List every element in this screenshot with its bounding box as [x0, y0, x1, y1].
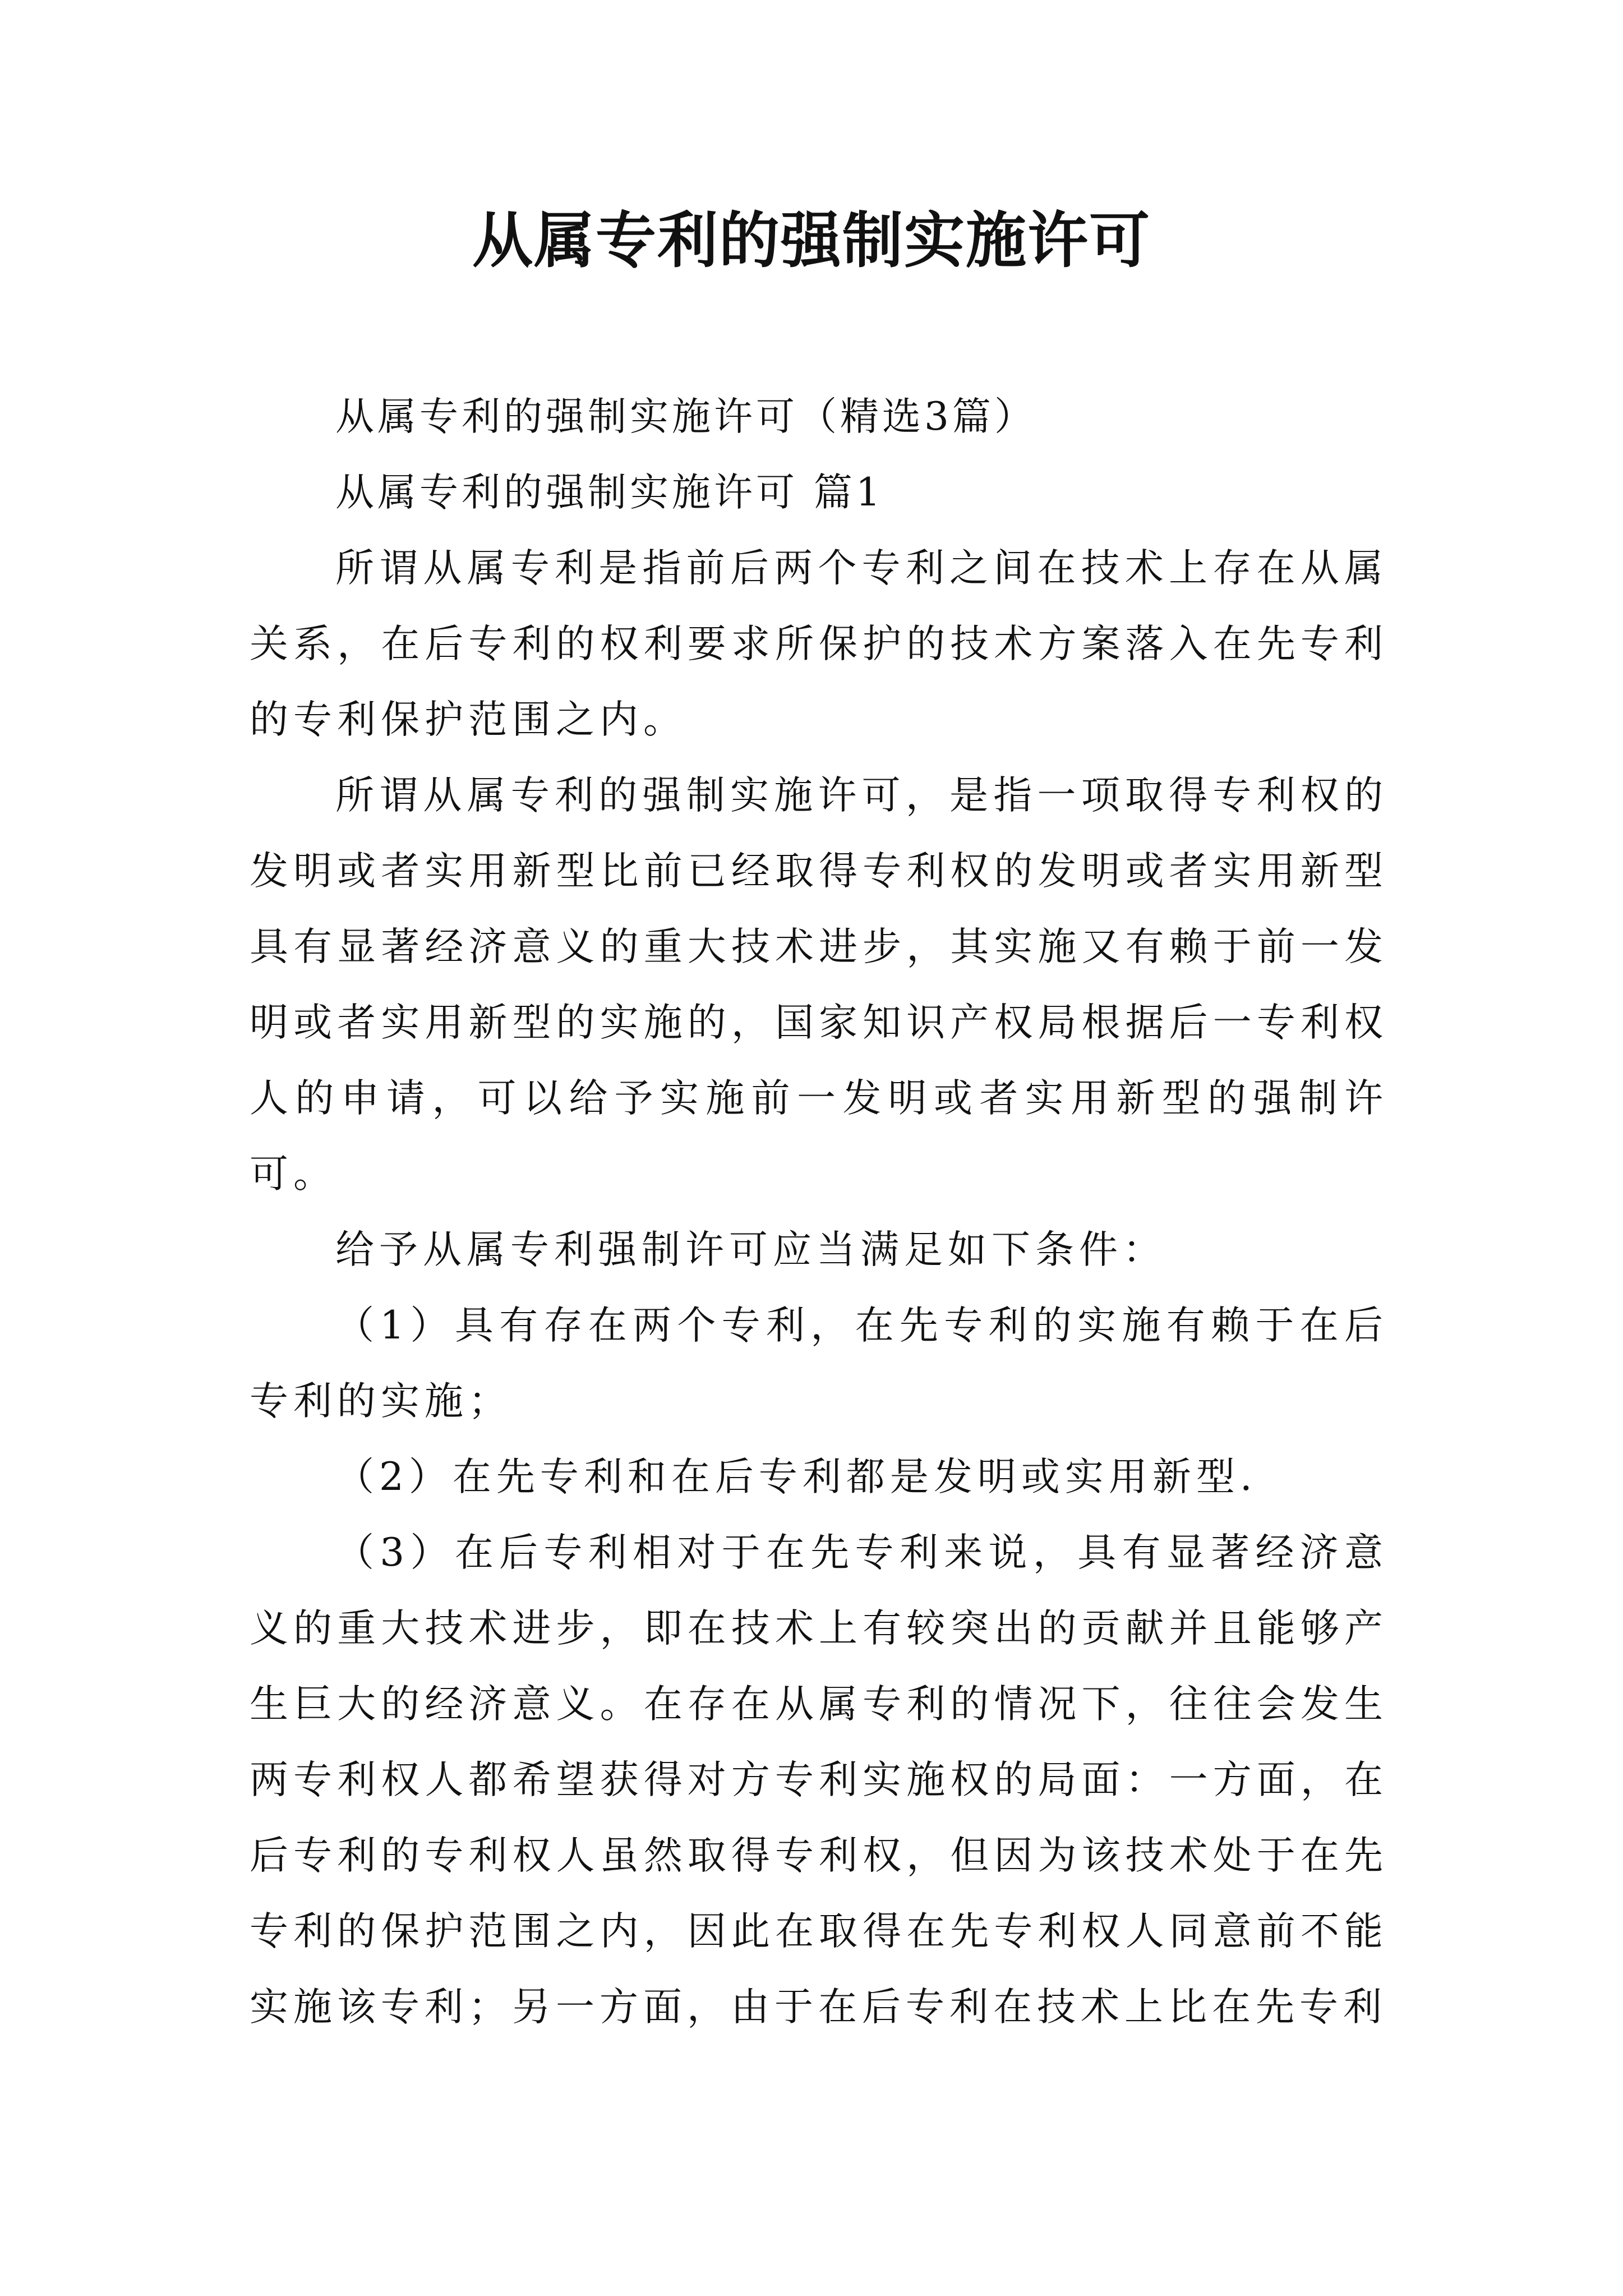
section-heading: 从属专利的强制实施许可 篇1: [335, 470, 884, 515]
paragraph-condition-1: （1）具有存在两个专利，在先专利的实施有赖于在后专利的实施；: [250, 1303, 1388, 1424]
document-body: [250, 379, 1388, 2045]
paragraph-conditions-intro: 给予从属专利强制许可应当满足如下条件：: [335, 1227, 1166, 1272]
paragraph-condition-2: （2）在先专利和在后专利都是发明或实用新型.: [335, 1455, 1257, 1499]
collection-heading: 从属专利的强制实施许可（精选3篇）: [335, 394, 1036, 439]
document-title: 从属专利的强制实施许可: [472, 206, 1151, 276]
paragraph-condition-3: （3）在后专利相对于在先专利来说，具有显著经济意义的重大技术进步，即在技术上有较突出的贡献并且能够产生巨大的经济意义。在存在从属专利的情况下，往往会发生两专利权人都希望获得对方专利实施权的局面：一方面，在后专利的专利权人虽然取得专利权，但因为该技术处于在先专利的保护范围之内，因此在取得在先专利权人同意前不能实施该专利；另一方面，由于在后专利在技术上比在先专利: [250, 1530, 1388, 2030]
paragraph-definition: 所谓从属专利是指前后两个专利之间在技术上存在从属关系，在后专利的权利要求所保护的技术方案落入在先专利的专利保护范围之内。: [250, 546, 1388, 742]
paragraph-compulsory-license: 所谓从属专利的强制实施许可，是指一项取得专利权的发明或者实用新型比前已经取得专利权的发明或者实用新型具有显著经济意义的重大技术进步，其实施又有赖于前一发明或者实用新型的实施的，国家知识产权局根据后一专利权人的申请，可以给予实施前一发明或者实用新型的强制许可。: [250, 773, 1388, 1197]
